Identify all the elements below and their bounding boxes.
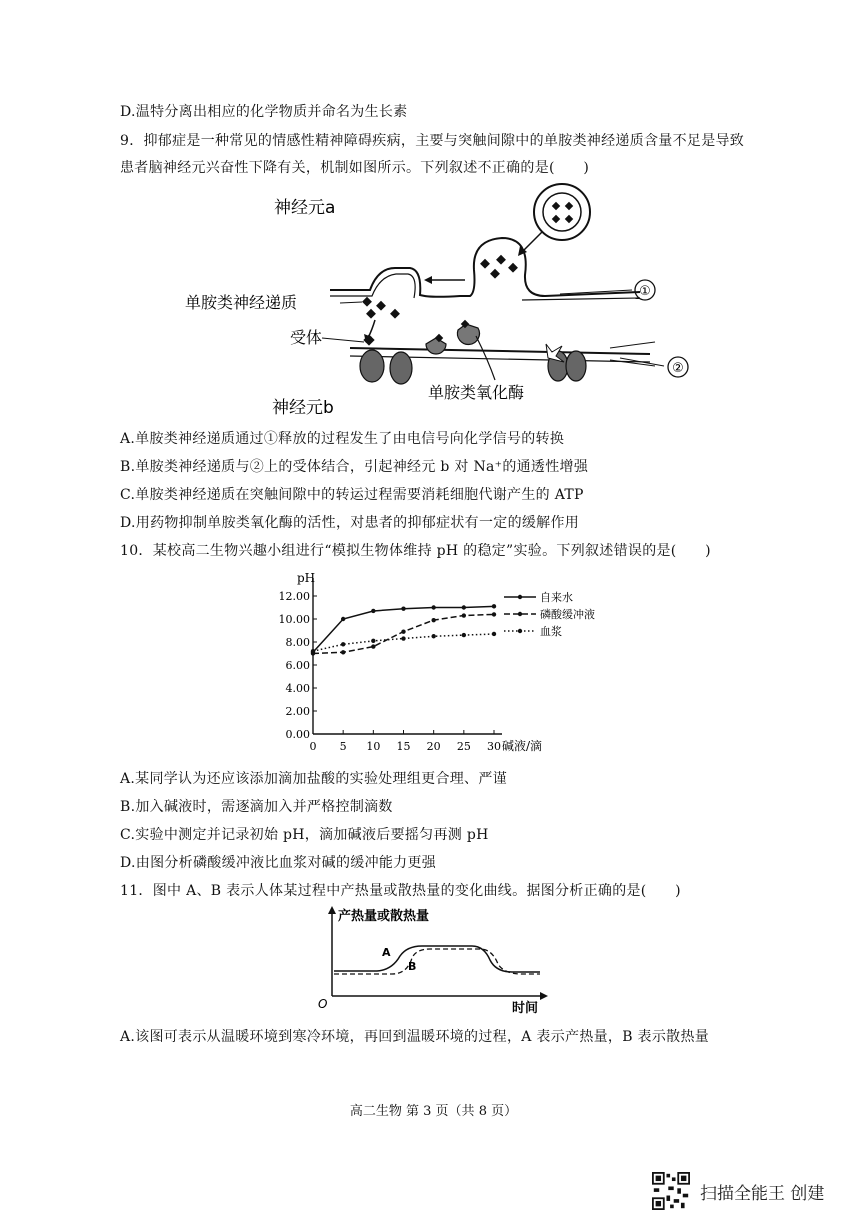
data-point — [462, 613, 466, 617]
q11-xlabel: 时间 — [512, 1001, 539, 1016]
x-tick-label: 10 — [366, 740, 381, 753]
x-tick-label: 5 — [339, 740, 347, 753]
data-point — [492, 632, 496, 636]
x-tick-label: 15 — [396, 740, 411, 753]
legend-marker — [518, 612, 522, 616]
y-tick-label: 6.00 — [285, 659, 310, 672]
watermark-label: 扫描全能王 创建 — [700, 1183, 825, 1204]
y-tick-label: 0.00 — [285, 728, 310, 741]
data-point — [341, 650, 345, 654]
x-tick-label: 0 — [309, 740, 317, 753]
legend-label: 磷酸缓冲液 — [540, 608, 595, 621]
x-tick-label: 25 — [456, 740, 471, 753]
curve-b-label: B — [408, 960, 417, 973]
data-point — [401, 636, 405, 640]
scanner-watermark — [652, 1172, 824, 1210]
neuron-a-label: 神经元a — [274, 198, 336, 218]
q9-option-d: D.用药物抑制单胺类氧化酶的活性，对患者的抑郁症状有一定的缓解作用 — [120, 515, 580, 531]
legend-marker — [518, 595, 522, 599]
data-point — [371, 644, 375, 648]
receptor-label: 受体 — [290, 328, 323, 347]
q8-option-d: D.温特分离出相应的化学物质并命名为生长素 — [120, 104, 408, 120]
data-point — [462, 605, 466, 609]
data-point — [341, 642, 345, 646]
q10-stem: 10．某校高二生物兴趣小组进行“模拟生物体维持 pH 的稳定”实验。下列叙述错误的是( ) — [120, 543, 711, 559]
q11-origin: O — [318, 997, 328, 1011]
data-point — [371, 609, 375, 613]
x-axis-label: 碱液/滴 — [502, 739, 543, 753]
x-tick-label: 20 — [426, 740, 441, 753]
page-footer: 高二生物 第 3 页（共 8 页） — [349, 1104, 518, 1119]
x-tick-label: 30 — [487, 740, 501, 753]
q11-ylabel: 产热量或散热量 — [338, 909, 430, 924]
q10-option-b: B.加入碱液时，需逐滴加入并严格控制滴数 — [120, 799, 393, 815]
y-tick-label: 4.00 — [285, 682, 310, 695]
data-point — [492, 604, 496, 608]
legend-marker — [518, 629, 522, 633]
q9-stem-line1: 9．抑郁症是一种常见的情感性精神障碍疾病，主要与突触间隙中的单胺类神经递质含量不足是导致 — [120, 133, 745, 149]
vesicle-zoom-icon — [534, 184, 590, 240]
y-tick-label: 10.00 — [278, 613, 310, 626]
data-point — [401, 629, 405, 633]
q10-option-a: A.某同学认为还应该添加滴加盐酸的实验处理组更合理、严谨 — [120, 771, 507, 787]
ph-line-chart — [280, 566, 610, 758]
data-point — [431, 605, 435, 609]
data-point — [371, 639, 375, 643]
y-tick-label: 2.00 — [285, 705, 310, 718]
q9-option-b: B.单胺类神经递质与②上的受体结合，引起神经元 b 对 Na⁺的通透性增强 — [120, 459, 589, 475]
data-point — [341, 617, 345, 621]
data-point — [431, 634, 435, 638]
q9-option-a: A.单胺类神经递质通过①释放的过程发生了由电信号向化学信号的转换 — [120, 431, 565, 447]
data-point — [311, 649, 315, 653]
legend-label: 自来水 — [540, 591, 573, 604]
neuron-b-label: 神经元b — [272, 398, 334, 418]
q10-option-c: C.实验中测定并记录初始 pH，滴加碱液后要摇匀再测 pH — [120, 827, 489, 843]
curve-a — [334, 946, 540, 972]
series-line — [313, 614, 494, 653]
q11-stem: 11．图中 A、B 表示人体某过程中产热量或散热量的变化曲线。据图分析正确的是( ) — [120, 883, 681, 899]
synapse-figure — [185, 180, 700, 420]
marker-2: ② — [672, 361, 684, 376]
y-axis-label: pH — [297, 571, 316, 585]
q9-stem-line2: 患者脑神经元兴奋性下降有关，机制如图所示。下列叙述不正确的是( ) — [120, 160, 590, 176]
qr-code-icon — [652, 1172, 690, 1210]
y-tick-label: 8.00 — [285, 636, 310, 649]
data-point — [462, 633, 466, 637]
series-line — [313, 606, 494, 652]
marker-1: ① — [639, 284, 651, 299]
data-point — [401, 606, 405, 610]
data-point — [431, 618, 435, 622]
q10-option-d: D.由图分析磷酸缓冲液比血浆对碱的缓冲能力更强 — [120, 855, 437, 871]
legend-label: 血浆 — [540, 625, 562, 638]
enzyme-label: 单胺类氧化酶 — [428, 383, 525, 402]
heat-curve-figure — [312, 904, 562, 1016]
q9-option-c: C.单胺类神经递质在突触间隙中的转运过程需要消耗细胞代谢产生的 ATP — [120, 487, 584, 503]
q11-option-a: A.该图可表示从温暖环境到寒冷环境，再回到温暖环境的过程，A 表示产热量，B 表示散热量 — [120, 1029, 710, 1045]
y-tick-label: 12.00 — [278, 590, 310, 603]
curve-a-label: A — [382, 946, 391, 959]
data-point — [492, 612, 496, 616]
transmitter-label: 单胺类神经递质 — [185, 293, 298, 312]
